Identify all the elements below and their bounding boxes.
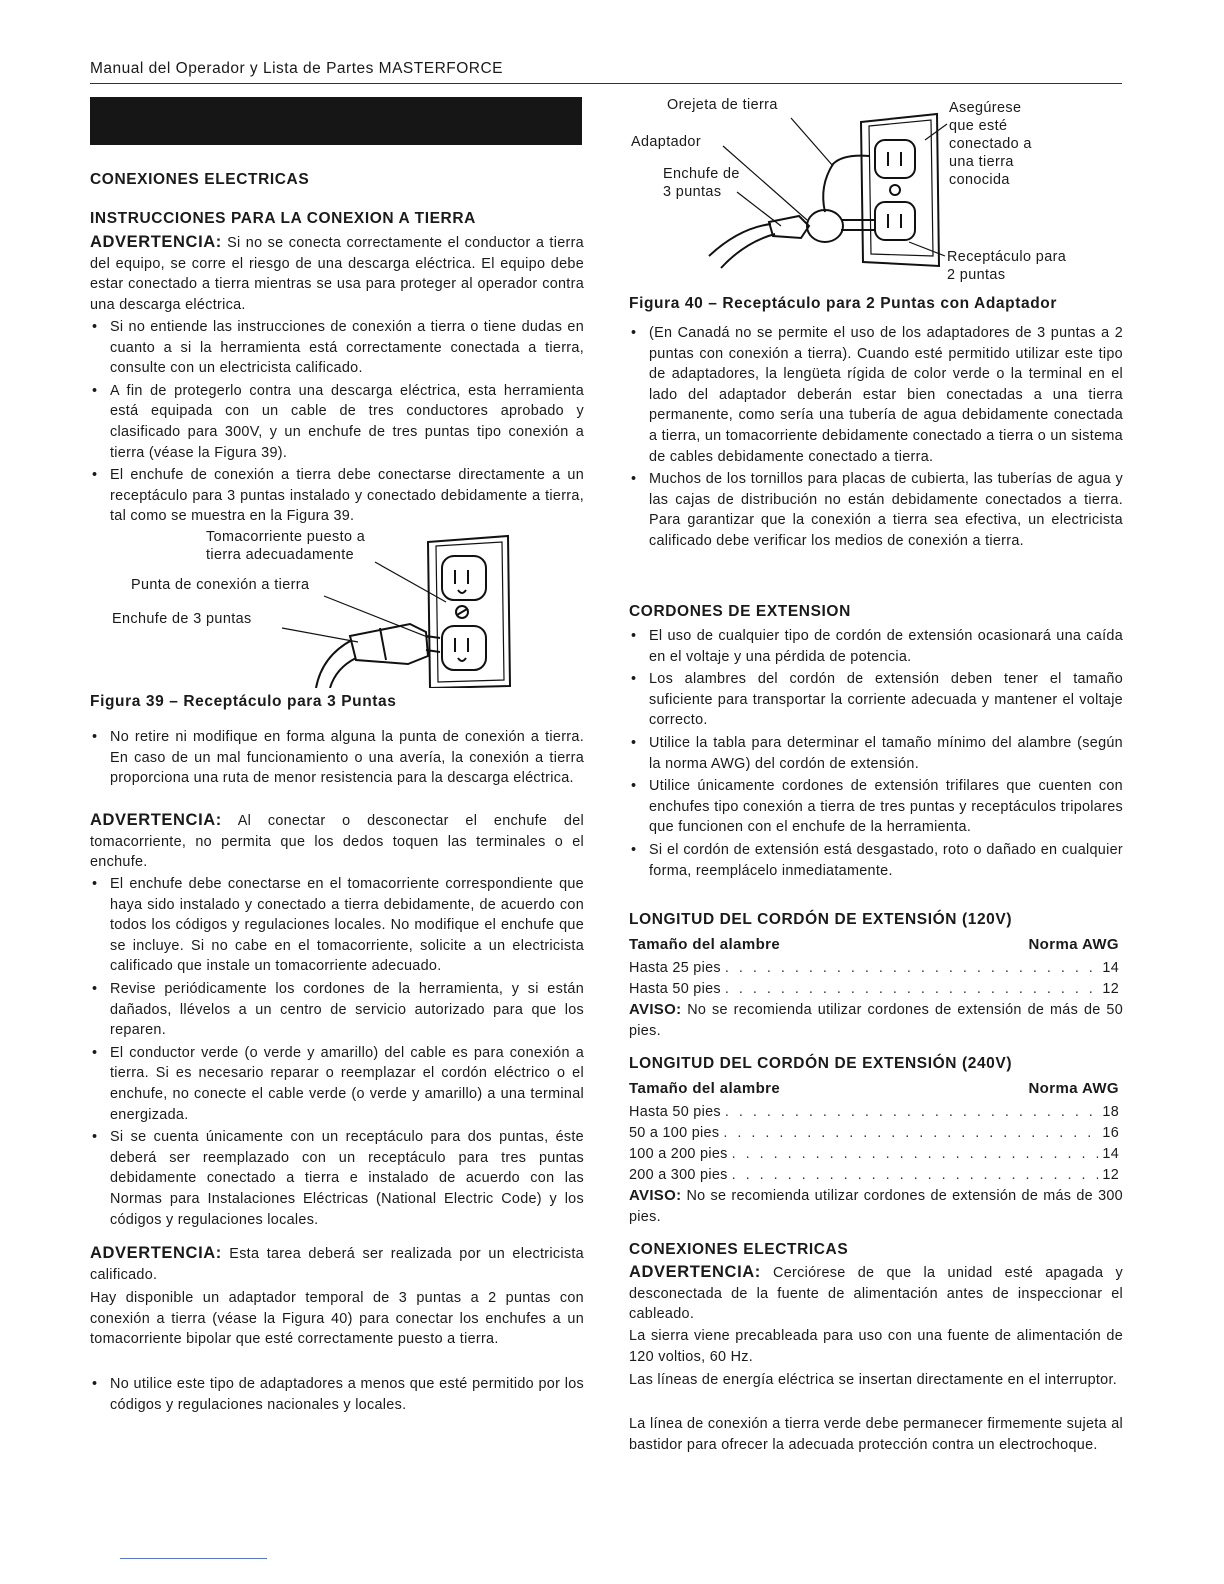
figure-40-caption: Figura 40 – Receptáculo para 2 Puntas con Adaptador xyxy=(629,295,1057,312)
list-item: • Si no entiende las instrucciones de conexión a tierra o tiene dudas en cuanto a si la herramienta está correctamente conectada a tierra, consulte con un electricista calificado. xyxy=(90,317,584,379)
table-120v-note xyxy=(629,1000,1123,1041)
paragraph-power-lines: Las líneas de energía eléctrica se insertan directamente en el interruptor. xyxy=(629,1372,1118,1388)
column-header-wire-size: Tamaño del alambre xyxy=(629,1080,781,1097)
bullet-list-extension xyxy=(629,626,1123,881)
column-header-awg: Norma AWG xyxy=(1028,936,1119,953)
label-ground-ear: Orejeta de tierra xyxy=(667,97,778,113)
label-outlet-line1: Tomacorriente puesto a xyxy=(206,529,366,545)
note-label: AVISO: xyxy=(629,1001,682,1018)
cord-length: Hasta 50 pies xyxy=(629,981,721,997)
three-prong-outlet-illustration xyxy=(90,528,584,688)
label-plug-line1: Enchufe de xyxy=(663,166,740,182)
bullet-list-4 xyxy=(90,1374,584,1415)
warning-label: ADVERTENCIA: xyxy=(629,1263,761,1281)
paragraph-prewired: La sierra viene precableada para uso con una fuente de alimentación de 120 voltios, 60 Hz. xyxy=(629,1328,1123,1365)
list-item: • No utilice este tipo de adaptadores a menos que esté permitido por los códigos y regulaciones nacionales y locales. xyxy=(90,1374,584,1415)
column-header-wire-size: Tamaño del alambre xyxy=(629,936,781,953)
bullet-list-2 xyxy=(90,727,584,789)
label-recept-line1: Receptáculo para xyxy=(947,249,1067,265)
heading-grounding-instructions: INSTRUCCIONES PARA LA CONEXION A TIERRA xyxy=(90,210,476,227)
list-item: • Los alambres del cordón de extensión deben tener el tamaño suficiente para transportar la corriente adecuada y mantener el voltaje correcto. xyxy=(629,669,1123,731)
section-title-bar xyxy=(90,97,582,145)
label-ensure-line2: que esté xyxy=(949,118,1008,134)
warning-label: ADVERTENCIA: xyxy=(90,233,222,251)
warning-paragraph-1 xyxy=(90,232,584,315)
table-row xyxy=(629,979,1119,1000)
table-row xyxy=(629,958,1119,979)
heading-electrical-connections-2: CONEXIONES ELECTRICAS xyxy=(629,1241,849,1258)
cord-length: Hasta 25 pies xyxy=(629,960,721,976)
figure-39-caption: Figura 39 – Receptáculo para 3 Puntas xyxy=(90,693,397,710)
label-ensure-line3: conectado a xyxy=(949,136,1032,152)
list-item: • Si se cuenta únicamente con un receptáculo para dos puntas, éste deberá ser reemplazado con un receptáculo para tres puntas debidamente conectado a tierra e instalado de acuerdo con las Normas para Instalaciones Eléctricas (National Electric Code) y los códigos y regulaciones locales. xyxy=(90,1127,584,1230)
table-row xyxy=(629,1165,1119,1186)
paragraph-adapter: Hay disponible un adaptador temporal de 3 puntas a 2 puntas con conexión a tierra (véase la Figura 40) para conectar los enchufes a un tomacorriente bipolar que esté correctamente puesto a tierra. xyxy=(90,1290,584,1348)
list-item: • El uso de cualquier tipo de cordón de extensión ocasionará una caída en el voltaje y una pérdida de potencia. xyxy=(629,626,1123,667)
warning-paragraph-3 xyxy=(90,1243,584,1285)
label-ensure-line5: conocida xyxy=(949,172,1010,188)
note-text: No se recomienda utilizar cordones de extensión de más de 300 pies. xyxy=(629,1188,1123,1225)
cord-length: Hasta 50 pies xyxy=(629,1104,721,1120)
label-adapter: Adaptador xyxy=(631,134,702,150)
label-plug-line2: 3 puntas xyxy=(663,184,722,200)
figure-40 xyxy=(629,96,1123,286)
cord-length: 50 a 100 pies xyxy=(629,1125,720,1141)
list-item: • Si el cordón de extensión está desgastado, roto o dañado en cualquier forma, reemplácelo inmediatamente. xyxy=(629,840,1123,881)
figure-39 xyxy=(90,528,584,688)
bullet-list-3 xyxy=(90,874,584,1230)
awg-value: 14 xyxy=(1102,1146,1119,1162)
list-item: • El conductor verde (o verde y amarillo) del cable es para conexión a tierra. Si es necesario reparar o reemplazar el cordón eléctrico o el enchufe, no conecte el cable verde (o verde y amarillo) a una terminal energizada. xyxy=(90,1043,584,1125)
cord-length: 200 a 300 pies xyxy=(629,1167,728,1183)
label-ensure-line4: una tierra xyxy=(949,154,1014,170)
table-row xyxy=(629,1123,1119,1144)
awg-value: 14 xyxy=(1102,960,1119,976)
table-240v-header xyxy=(629,1079,1119,1100)
table-240v-title: LONGITUD DEL CORDÓN DE EXTENSIÓN (240V) xyxy=(629,1055,1013,1072)
heading-extension-cords: CORDONES DE EXTENSION xyxy=(629,603,851,620)
header-rule xyxy=(90,83,1122,84)
list-item: • A fin de protegerlo contra una descarga eléctrica, esta herramienta está equipada con un cable de tres conductores aprobado y clasificado para 300V, y un enchufe de tres puntas tipo conexión a tierra (véase la Figura 39). xyxy=(90,381,584,463)
label-ground-pin: Punta de conexión a tierra xyxy=(131,577,310,593)
warning-text: Cerciórese de que la unidad esté apagada y desconectada de la fuente de alimentación antes de inspeccionar el cableado. xyxy=(629,1265,1123,1323)
list-item: • El enchufe debe conectarse en el tomacorriente correspondiente que haya sido instalado y conectado a tierra debidamente, de acuerdo con todos los códigos y regulaciones locales. No modifique el enchufe que se incluye. Si no cabe en el tomacorriente, solicite a un electricista calificado que instale un tomacorriente adecuado. xyxy=(90,874,584,977)
list-item: • No retire ni modifique en forma alguna la punta de conexión a tierra. En caso de un mal funcionamiento o una avería, la conexión a tierra proporciona una ruta de menor resistencia para la descarga eléctrica. xyxy=(90,727,584,789)
label-outlet-line2: tierra adecuadamente xyxy=(206,547,354,563)
list-item: • Muchos de los tornillos para placas de cubierta, las tuberías de agua y las cajas de distribución no están debidamente conectados a tierra. Para garantizar que la conexión a tierra sea efectiva, un electricista calificado debe verificar los medios de conexión a tierra. xyxy=(629,469,1123,551)
table-120v-header xyxy=(629,935,1119,956)
list-item: • Utilice la tabla para determinar el tamaño mínimo del alambre (según la norma AWG) del cordón de extensión. xyxy=(629,733,1123,774)
bullet-list-right-1 xyxy=(629,323,1123,552)
list-item: • (En Canadá no se permite el uso de los adaptadores de 3 puntas a 2 puntas con conexión a tierra). Cuando esté permitido utilizar este tipo de adaptadores, la lengüeta rígida de color verde o la terminal en el lado del adaptador deberán estar bien conectadas a una tierra permanente, como sería una tubería de agua debidamente conectada a tierra, un tomacorriente debidamente conectado a tierra o un sistema de cables debidamente conectado a tierra. xyxy=(629,323,1123,467)
warning-text: Esta tarea deberá ser realizada por un electricista calificado. xyxy=(90,1246,584,1283)
heading-electrical-connections: CONEXIONES ELECTRICAS xyxy=(90,171,310,188)
warning-text: Si no se conecta correctamente el conductor a tierra del equipo, se corre el riesgo de una descarga eléctrica. El equipo debe estar conectado a tierra mientras se usa para proteger al operador contra una descarga eléctrica. xyxy=(90,235,584,313)
warning-label: ADVERTENCIA: xyxy=(90,1244,222,1262)
label-recept-line2: 2 puntas xyxy=(947,267,1006,283)
bullet-list-1 xyxy=(90,317,584,527)
awg-value: 12 xyxy=(1102,981,1119,997)
warning-paragraph-2 xyxy=(90,810,584,873)
paragraph-ground-line: La línea de conexión a tierra verde debe permanecer firmemente sujeta al bastidor para ofrecer la adecuada protección contra un electrochoque. xyxy=(629,1416,1123,1453)
awg-value: 18 xyxy=(1102,1104,1119,1120)
awg-value: 12 xyxy=(1102,1167,1119,1183)
note-text: No se recomienda utilizar cordones de extensión de más de 50 pies. xyxy=(629,1002,1123,1039)
two-prong-adapter-illustration xyxy=(629,96,1123,286)
awg-value: 16 xyxy=(1102,1125,1119,1141)
table-row xyxy=(629,1144,1119,1165)
table-240v-note xyxy=(629,1186,1123,1227)
warning-label: ADVERTENCIA: xyxy=(90,811,222,829)
label-three-prong-plug: Enchufe de 3 puntas xyxy=(112,611,252,627)
list-item: • Utilice únicamente cordones de extensión trifilares que cuenten con enchufes tipo conexión a tierra de tres puntas y receptáculos tripolares que funcionen con el enchufe de la herramienta. xyxy=(629,776,1123,838)
label-ensure-line1: Asegúrese xyxy=(949,100,1022,116)
table-120v-title: LONGITUD DEL CORDÓN DE EXTENSIÓN (120V) xyxy=(629,911,1013,928)
footer-rule xyxy=(120,1558,267,1559)
warning-text: Al conectar o desconectar el enchufe del tomacorriente, no permita que los dedos toquen las terminales o el enchufe. xyxy=(90,813,584,871)
list-item: • Revise periódicamente los cordones de la herramienta, y si están dañados, llévelos a un centro de servicio autorizado para que los reparen. xyxy=(90,979,584,1041)
column-header-awg: Norma AWG xyxy=(1028,1080,1119,1097)
table-row xyxy=(629,1102,1119,1123)
page-header: Manual del Operador y Lista de Partes MASTERFORCE xyxy=(90,60,504,77)
warning-paragraph-right xyxy=(629,1262,1123,1325)
note-label: AVISO: xyxy=(629,1187,682,1204)
list-item: • El enchufe de conexión a tierra debe conectarse directamente a un receptáculo para 3 puntas instalado y conectado debidamente a tierra, tal como se muestra en la Figura 39. xyxy=(90,465,584,527)
cord-length: 100 a 200 pies xyxy=(629,1146,728,1162)
